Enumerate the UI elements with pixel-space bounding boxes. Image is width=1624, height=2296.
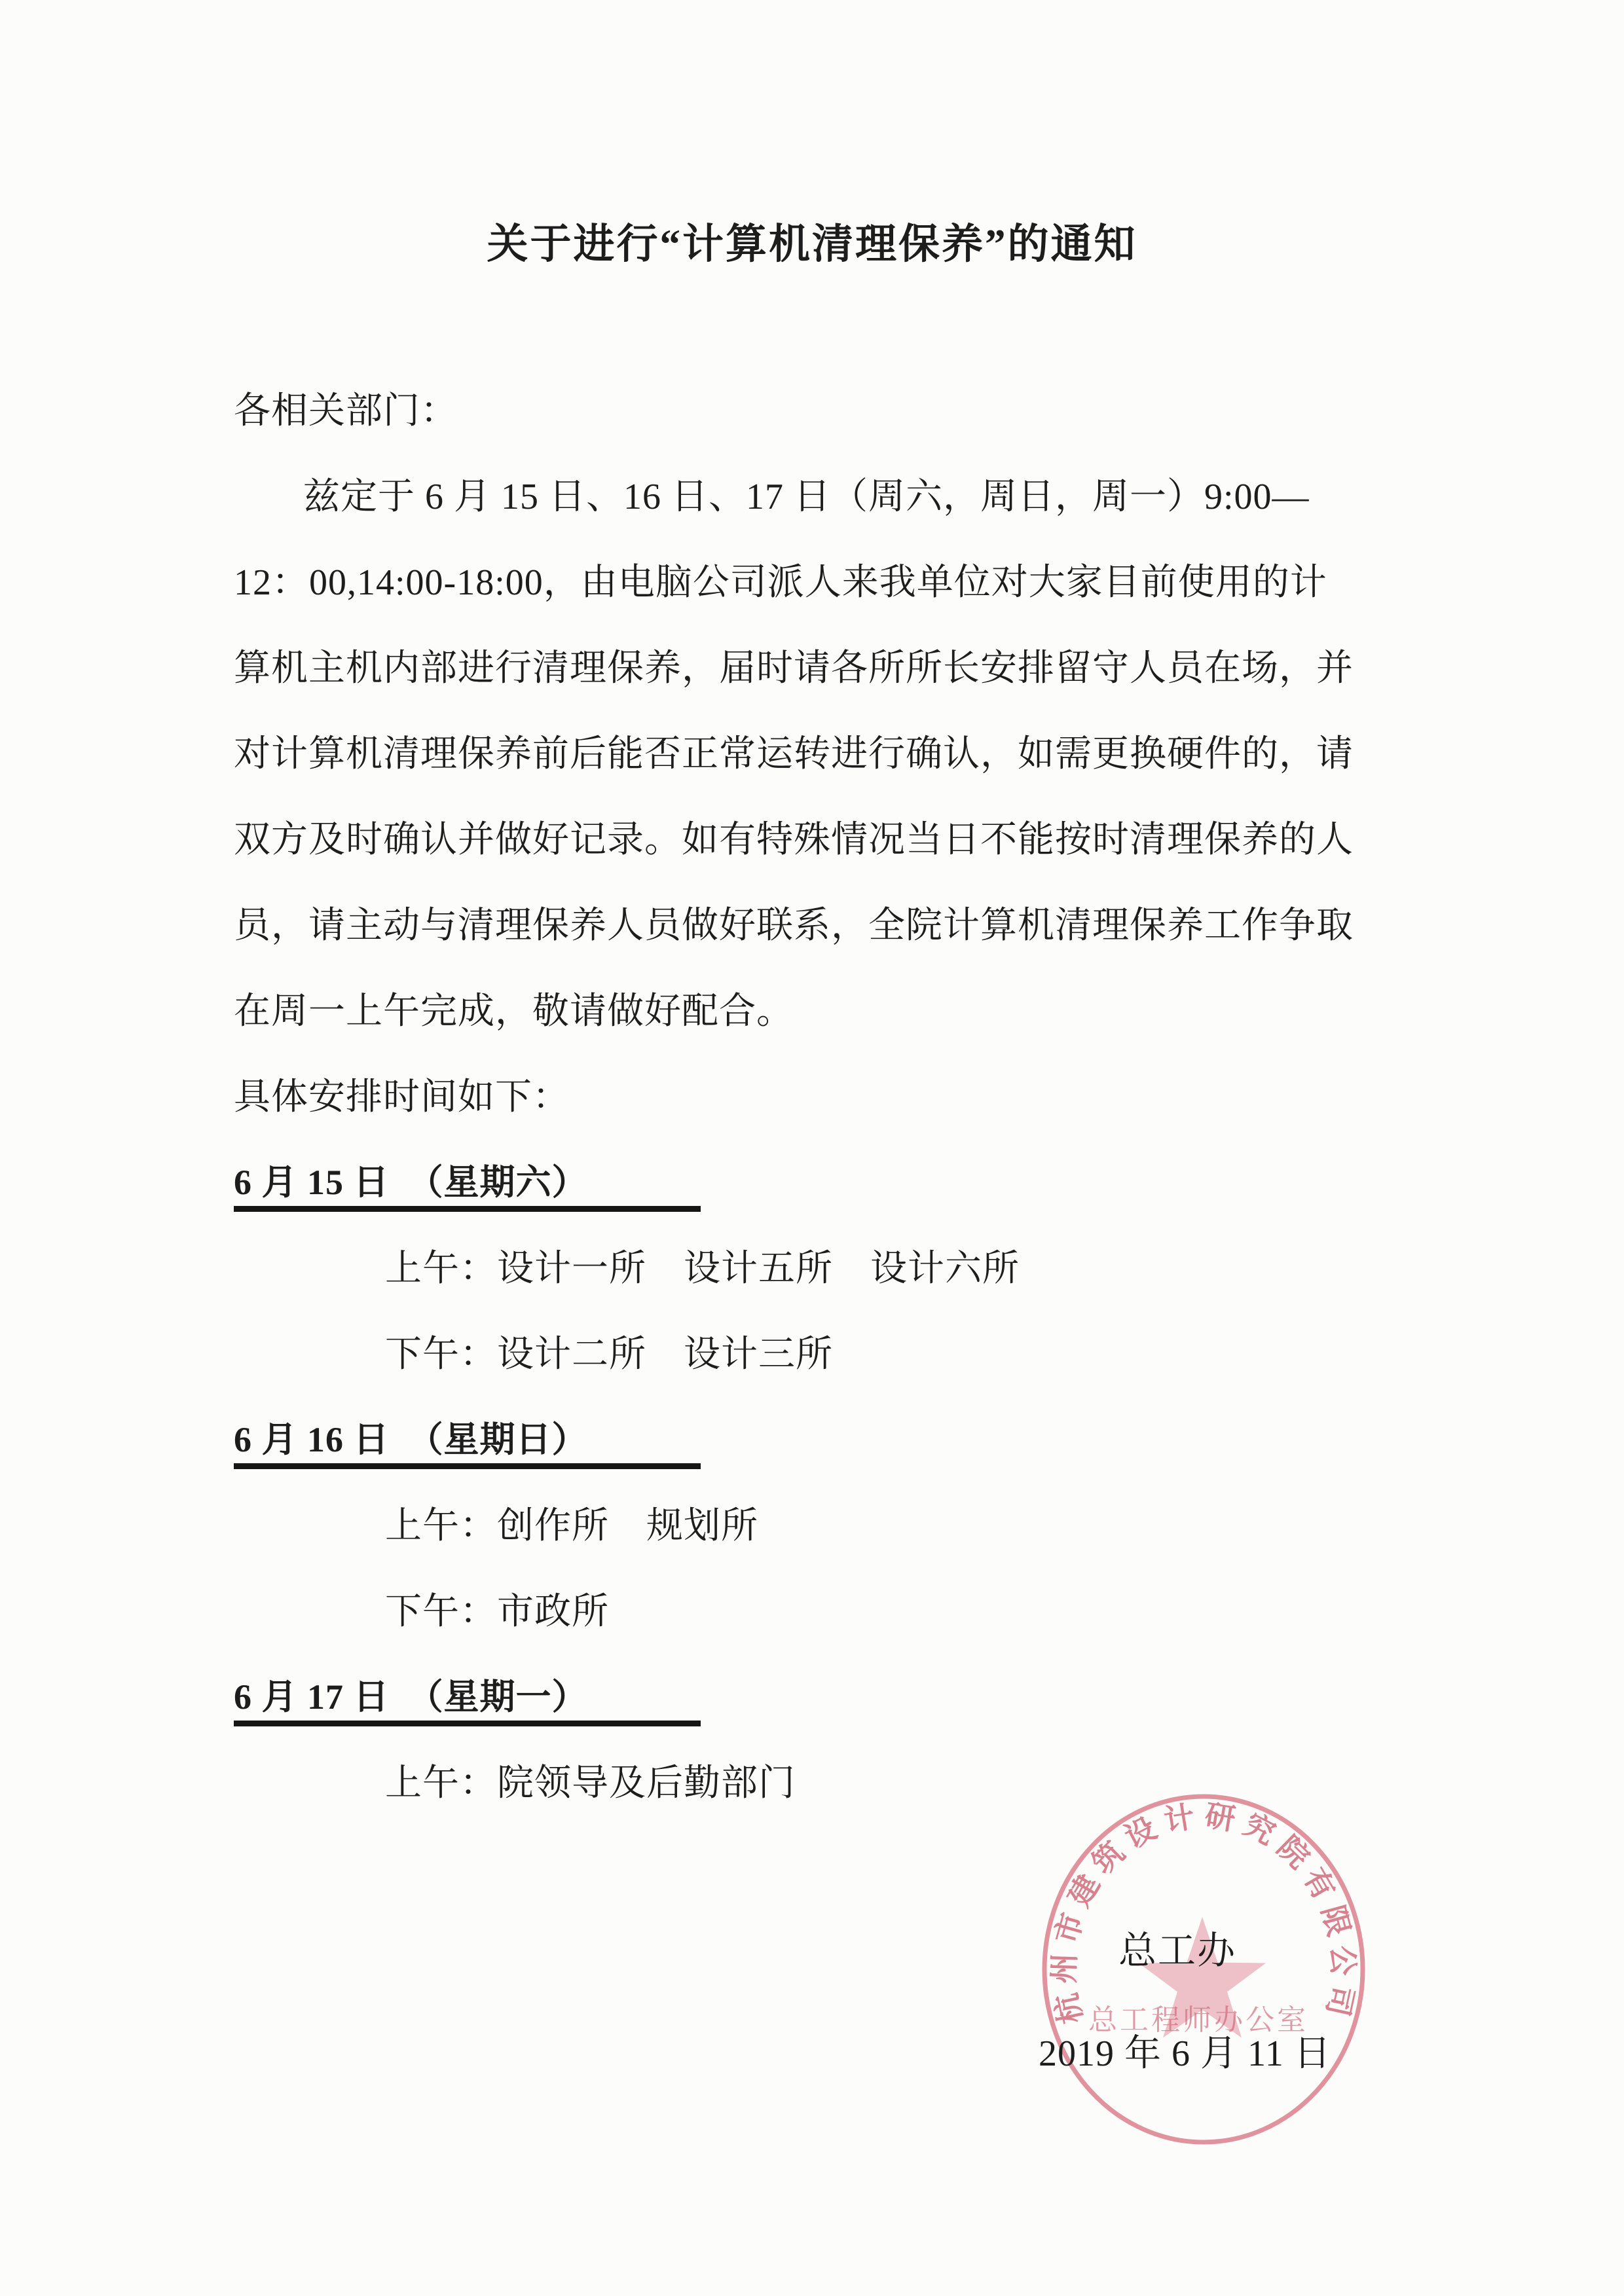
schedule-intro: 具体安排时间如下：	[234, 1077, 570, 1118]
schedule-line: 上午：设计一所 设计五所 设计六所	[385, 1248, 1020, 1289]
stamp-company-text: 杭州市建筑设计研究院有限公司	[1047, 1798, 1360, 2027]
schedule-line: 上午：创作所 规划所	[385, 1506, 758, 1546]
body-line: 双方及时确认并做好记录。如有特殊情况当日不能按时清理保养的人	[234, 820, 1354, 860]
schedule-line: 下午：设计二所 设计三所	[385, 1334, 833, 1375]
body-line: 算机主机内部进行清理保养，届时请各所所长安排留守人员在场，并	[234, 648, 1354, 689]
schedule-line: 上午：院领导及后勤部门	[385, 1763, 796, 1804]
body-line: 12：00,14:00-18:00，由电脑公司派人来我单位对大家目前使用的计	[234, 562, 1327, 603]
notice-title: 关于进行“计算机清理保养”的通知	[487, 221, 1137, 267]
body-line: 员，请主动与清理保养人员做好联系，全院计算机清理保养工作争取	[234, 905, 1354, 946]
salutation: 各相关部门：	[234, 391, 458, 431]
schedule-day-heading: 6 月 17 日 （星期一）	[234, 1679, 701, 1726]
schedule-day-heading: 6 月 15 日 （星期六）	[234, 1165, 701, 1212]
body-line: 兹定于 6 月 15 日、16 日、17 日（周六，周日，周一）9:00—	[303, 477, 1310, 517]
signature-department: 总工办	[1118, 1929, 1237, 1972]
body-line: 对计算机清理保养前后能否正常运转进行确认，如需更换硬件的，请	[234, 734, 1354, 774]
schedule-day-heading: 6 月 16 日 （星期日）	[234, 1422, 701, 1469]
issue-date: 2019 年 6 月 11 日	[1039, 2033, 1331, 2074]
schedule-line: 下午：市政所	[385, 1592, 609, 1632]
stamp-office-text: 总工程师办公室	[1088, 2004, 1308, 2036]
body-line: 在周一上午完成，敬请做好配合。	[234, 991, 794, 1032]
